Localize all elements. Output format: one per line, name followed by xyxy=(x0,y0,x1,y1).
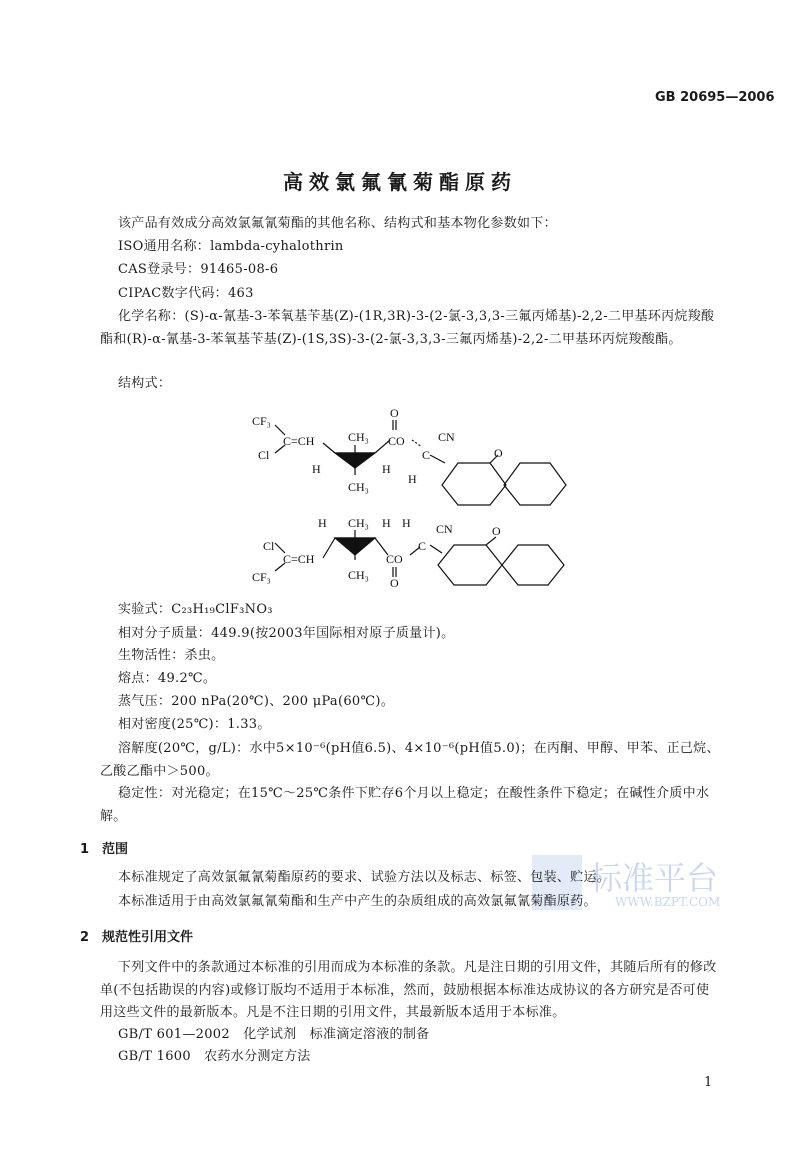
label: H xyxy=(408,472,417,486)
formula-line xyxy=(100,599,720,622)
section-1-para-1: 本标准规定了高效氯氟氰菊酯原药的要求、试验方法以及标志、标签、包装、贮运。 xyxy=(118,870,611,885)
label: CN xyxy=(438,430,455,444)
standard-number: GB 20695—2006 xyxy=(655,90,775,105)
label: O xyxy=(494,446,503,460)
reference-1: GB/T 601—2002 化学试剂 标准滴定溶液的制备 xyxy=(118,1027,430,1042)
section-2-para: 下列文件中的条款通过本标准的引用而成为本标准的条款。凡是注日期的引用文件，其随后所有的修改单(不包括勘误的内容)或修订版均不适用于本标准，然而，鼓励根据本标准达成协议的各方研究是否可使用这些文件的最新版本。凡是不注日期的引用文件，其最新版本适用于本标准。 xyxy=(100,960,717,1020)
label: CN xyxy=(436,522,453,536)
section-1-para-2: 本标准适用于由高效氯氟氰菊酯和生产中产生的杂质组成的高效氯氟氰菊酯原药。 xyxy=(118,894,597,909)
vapor-pressure: 蒸气压：200 nPa(20℃)、200 μPa(60℃)。 xyxy=(118,694,394,709)
solubility: 溶解度(20℃，g/L)：水中5×10⁻⁶(pH值6.5)、4×10⁻⁶(pH值5.0)；在丙酮、甲醇、甲苯、正己烷、乙酸乙酯中＞500。 xyxy=(100,741,720,779)
bio-activity: 生物活性：杀虫。 xyxy=(118,648,225,663)
formula-value: C₂₃H₁₉ClF₃NO₃ xyxy=(171,602,273,617)
section-1-heading: 1 范围 xyxy=(80,842,129,857)
molecular-weight: 相对分子质量：449.9(按2003年国际相对原子质量计)。 xyxy=(118,626,455,641)
label: C xyxy=(418,539,427,553)
intro-lead: 该产品有效成分高效氯氟氰菊酯的其他名称、结构式和基本物化参数如下： xyxy=(118,216,557,231)
label: H xyxy=(382,516,391,530)
label: CO xyxy=(388,434,405,448)
label: C=CH xyxy=(283,434,315,448)
label: CF₃ xyxy=(252,570,271,584)
label: Cl xyxy=(263,539,275,553)
reference-2: GB/T 1600 农药水分测定方法 xyxy=(118,1049,311,1064)
melting-point: 熔点：49.2℃。 xyxy=(118,671,217,686)
label: H xyxy=(382,462,391,476)
label: H xyxy=(312,462,321,476)
formula-label: 实验式： xyxy=(118,602,172,617)
iso-name: ISO通用名称：lambda-cyhalothrin xyxy=(118,239,344,254)
page-number: 1 xyxy=(704,1075,713,1090)
watermark-text: 标准平台 xyxy=(590,859,719,897)
cas-number: CAS登录号：91465-08-6 xyxy=(118,262,279,277)
structural-formula xyxy=(230,395,590,595)
density: 相对密度(25℃)：1.33。 xyxy=(118,717,271,732)
label: C=CH xyxy=(283,552,315,566)
label: H xyxy=(402,516,411,530)
label: CH₃ xyxy=(348,430,369,444)
label: CF₃ xyxy=(252,414,271,428)
label: CH₃ xyxy=(348,480,369,494)
label: C xyxy=(422,448,431,462)
label: Cl xyxy=(258,448,270,462)
label: CO xyxy=(386,552,403,566)
cipac-code: CIPAC数字代码：463 xyxy=(118,286,254,301)
label: O xyxy=(390,576,399,590)
label: O xyxy=(492,524,501,538)
structure-label: 结构式： xyxy=(118,376,172,391)
label: CH₃ xyxy=(348,568,369,582)
section-2-heading: 2 规范性引用文件 xyxy=(80,930,194,945)
chemical-name: 化学名称：(S)-α-氰基-3-苯氧基苄基(Z)-(1R,3R)-3-(2-氯-3,3,3-三氟丙烯基)-2,2-二甲基环丙烷羧酸酯和(R)-α-氰基-3-苯氧基苄基(Z)-(1S,3S)-3-(2-氯-3,3,3-三氟丙烯基)-2,2-二甲基环丙烷羧酸酯。 xyxy=(100,309,715,347)
watermark-url: WWW.BZPT.COM xyxy=(615,895,721,909)
label: O xyxy=(390,406,399,420)
label: CH₃ xyxy=(348,516,369,530)
page-title: 高效氯氟氰菊酯原药 xyxy=(283,170,517,194)
label: H xyxy=(318,516,327,530)
stability: 稳定性：对光稳定；在15℃～25℃条件下贮存6个月以上稳定；在酸性条件下稳定；在碱性介质中水解。 xyxy=(100,786,710,824)
